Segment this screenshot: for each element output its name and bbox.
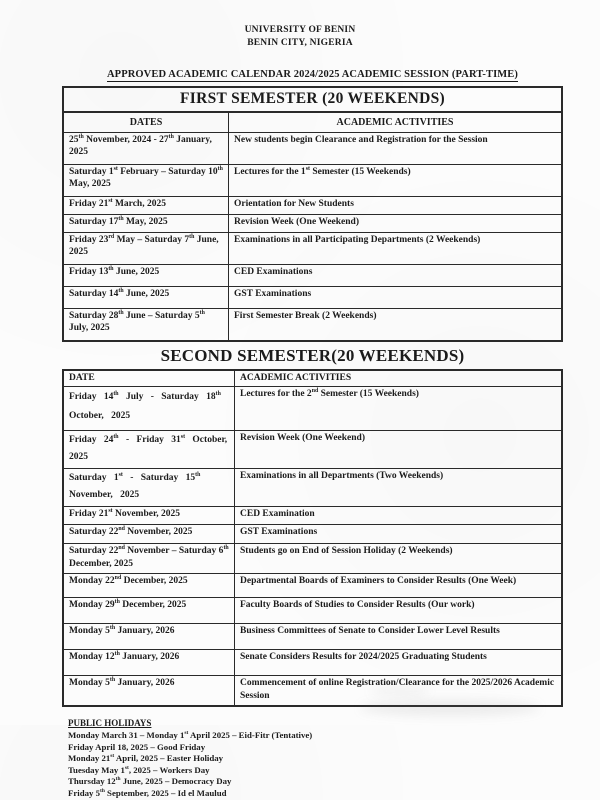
activity-cell: First Semester Break (2 Weekends)	[229, 309, 563, 342]
date-cell: Friday 14th July - Saturday 18th October, 2025	[63, 387, 235, 431]
date-cell: Monday 5th January, 2026	[63, 676, 235, 707]
public-holidays-heading: PUBLIC HOLIDAYS	[68, 718, 152, 729]
date-cell: Saturday 22nd November – Saturday 6th December, 2025	[63, 544, 235, 574]
holiday-item: Thursday 12th June, 2025 – Democracy Day	[68, 776, 232, 787]
holiday-item: Tuesday May 1st, 2025 – Workers Day	[68, 764, 210, 775]
table-row	[63, 387, 562, 431]
column-header-activities: ACADEMIC ACTIVITIES	[229, 112, 563, 133]
column-header-dates: DATES	[63, 112, 229, 133]
activity-cell: Students go on End of Session Holiday (2 Weekends)	[235, 544, 563, 574]
calendar-title: APPROVED ACADEMIC CALENDAR 2024/2025 ACADEMIC SESSION (PART-TIME)	[107, 69, 518, 80]
date-cell: Friday 21st November, 2025	[63, 507, 235, 525]
second-semester-table	[62, 369, 563, 707]
activity-cell: GST Examinations	[229, 287, 563, 309]
date-cell: Saturday 28th June – Saturday 5th July, 2025	[63, 309, 229, 342]
date-cell: Monday 22nd December, 2025	[63, 574, 235, 598]
table-row	[63, 469, 562, 507]
date-cell: 25th November, 2024 - 27th January, 2025	[63, 133, 229, 165]
date-cell: Monday 29th December, 2025	[63, 598, 235, 624]
holiday-item: Monday March 31 – Monday 1st April 2025 – Eid-Fitr (Tentative)	[68, 729, 313, 740]
activity-cell: Lectures for the 2nd Semester (15 Weekends)	[235, 387, 563, 431]
university-name: UNIVERSITY OF BENIN	[244, 25, 356, 35]
activity-cell: Faculty Boards of Studies to Consider Results (Our work)	[235, 598, 563, 624]
table-row	[63, 287, 562, 309]
first-semester-banner: FIRST SEMESTER (20 WEEKENDS)	[62, 86, 563, 111]
table-row	[63, 431, 562, 469]
table-row	[63, 650, 562, 676]
date-cell: Saturday 1st February – Saturday 10th May, 2025	[63, 165, 229, 197]
activity-cell: Examinations in all Departments (Two Weekends)	[235, 469, 563, 507]
column-header-date: DATE	[63, 370, 235, 387]
table-row	[63, 233, 562, 265]
activity-cell: Departmental Boards of Examiners to Consider Results (One Week)	[235, 574, 563, 598]
date-cell: Monday 5th January, 2026	[63, 624, 235, 650]
column-header-activities: ACADEMIC ACTIVITIES	[235, 370, 563, 387]
activity-cell: New students begin Clearance and Registration for the Session	[229, 133, 563, 165]
date-cell: Monday 12th January, 2026	[63, 650, 235, 676]
activity-cell: Revision Week (One Weekend)	[235, 431, 563, 469]
calendar-document	[62, 0, 563, 800]
activity-cell: Commencement of online Registration/Clearance for the 2025/2026 Academic Session	[235, 676, 563, 707]
table-row	[63, 133, 562, 165]
table-row	[63, 265, 562, 287]
table-row	[63, 165, 562, 197]
date-cell: Friday 21st March, 2025	[63, 197, 229, 215]
activity-cell: Lectures for the 1st Semester (15 Weekends)	[229, 165, 563, 197]
activity-cell: GST Examinations	[235, 525, 563, 544]
scan-smudge	[370, 686, 430, 696]
city-line: BENIN CITY, NIGERIA	[247, 38, 353, 48]
date-cell: Saturday 14th June, 2025	[63, 287, 229, 309]
activity-cell: Examinations in all Participating Departments (2 Weekends)	[229, 233, 563, 265]
table-row	[63, 215, 562, 233]
table-row	[63, 574, 562, 598]
date-cell: Friday 24th - Friday 31st October, 2025	[63, 431, 235, 469]
holiday-item: Friday April 18, 2025 – Good Friday	[68, 741, 206, 752]
scan-smudge	[360, 700, 540, 716]
activity-cell: Revision Week (One Weekend)	[229, 215, 563, 233]
activity-cell: Senate Considers Results for 2024/2025 Graduating Students	[235, 650, 563, 676]
table-row	[63, 309, 562, 342]
date-cell: Saturday 17th May, 2025	[63, 215, 229, 233]
activity-cell: CED Examinations	[229, 265, 563, 287]
date-cell: Saturday 1st - Saturday 15th November, 2025	[63, 469, 235, 507]
first-semester-table	[62, 111, 563, 342]
table-row	[63, 598, 562, 624]
table-row	[63, 525, 562, 544]
table-header-row	[63, 112, 562, 133]
activity-cell: Orientation for New Students	[229, 197, 563, 215]
table-header-row	[63, 370, 562, 387]
activity-cell: Business Committees of Senate to Consider Lower Level Results	[235, 624, 563, 650]
date-cell: Saturday 22nd November, 2025	[63, 525, 235, 544]
public-holidays-section	[62, 718, 563, 799]
second-semester-banner: SECOND SEMESTER(20 WEEKENDS)	[160, 346, 465, 365]
holiday-item: Monday 21st April, 2025 – Easter Holiday	[68, 753, 224, 764]
table-row	[63, 624, 562, 650]
table-row	[63, 507, 562, 525]
title-row	[62, 64, 563, 82]
table-row	[63, 197, 562, 215]
holiday-item: Friday 5th September, 2025 – Id el Maulud	[68, 787, 227, 798]
activity-cell: CED Examination	[235, 507, 563, 525]
date-cell: Friday 13th June, 2025	[63, 265, 229, 287]
date-cell: Friday 23rd May – Saturday 7th June, 2025	[63, 233, 229, 265]
table-row	[63, 544, 562, 574]
